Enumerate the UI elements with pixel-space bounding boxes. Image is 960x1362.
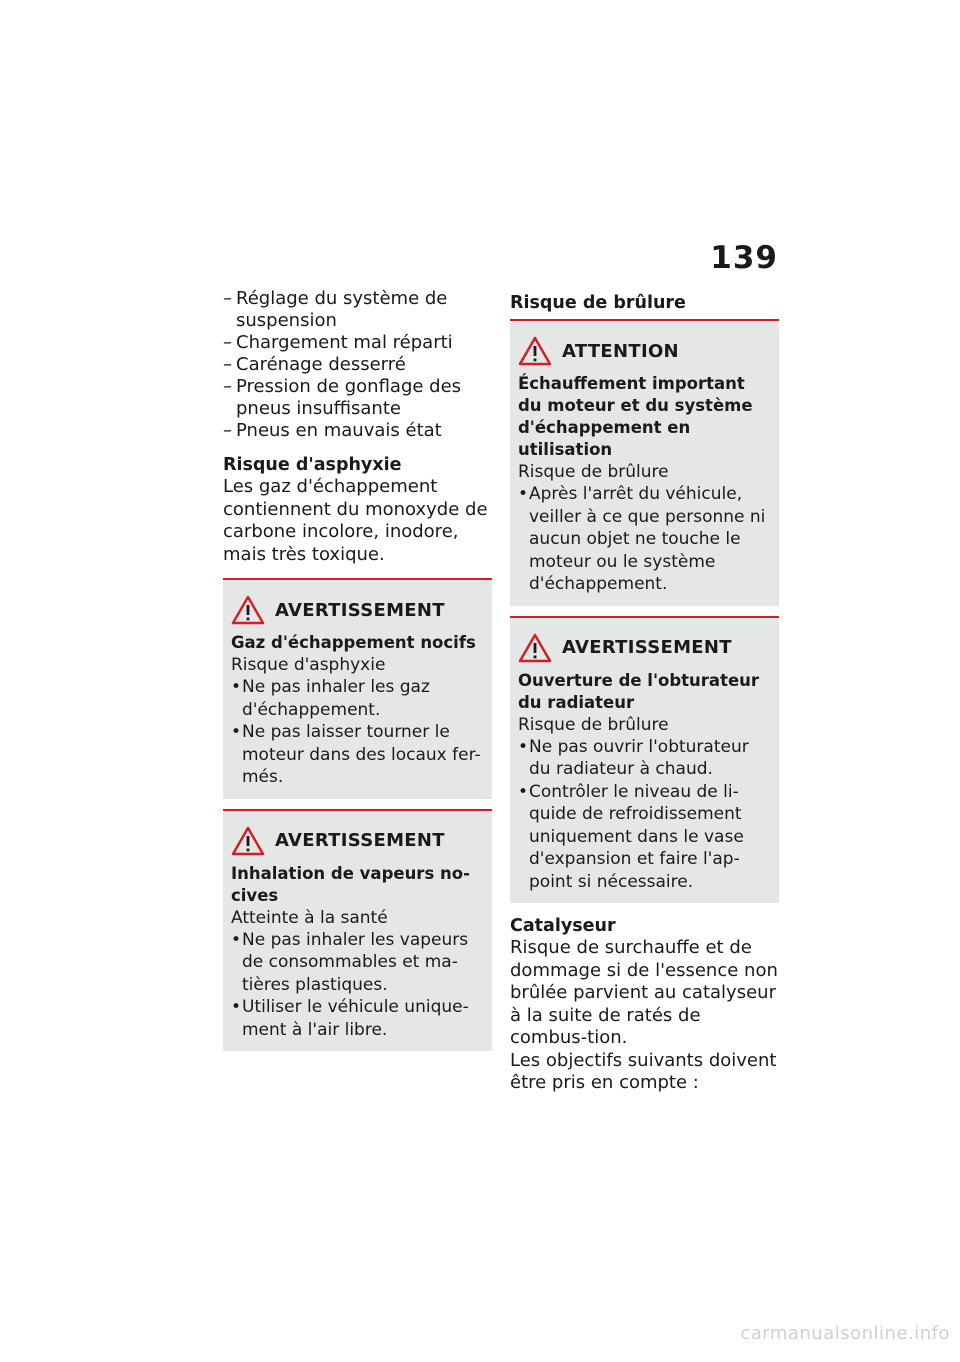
watermark-logo: carmanualsonline.info	[740, 1323, 950, 1344]
box-subtitle: Risque d'asphyxie	[231, 655, 386, 675]
box-title: Ouverture de l'obturateur du radiateur	[518, 670, 760, 712]
asphyxia-text: Les gaz d'échappement contiennent du monoxyde de carbone incolore, inodore, mais très toxique.	[223, 476, 488, 565]
list-item: – Réglage du système de suspension	[223, 288, 492, 332]
list-item: • Ne pas ouvrir l'obturateur du radiateur à chaud.	[518, 736, 772, 781]
list-item: • Ne pas inhaler les gaz d'échappement.	[231, 676, 485, 721]
list-item: • Après l'arrêt du véhicule, veiller à ce que personne ni aucun objet ne touche le moteur ou le système d'échappement.	[518, 483, 772, 596]
list-item: • Utiliser le véhicule unique-ment à l'air libre.	[231, 996, 485, 1041]
list-item: – Pneus en mauvais état	[223, 420, 492, 442]
list-item: • Ne pas laisser tourner le moteur dans des locaux fer-més.	[231, 721, 485, 789]
box-title: Gaz d'échappement nocifs	[231, 633, 476, 652]
warning-box-exhaust	[223, 578, 492, 799]
box-subtitle: Risque de brûlure	[518, 714, 669, 735]
box-label: AVERTISSEMENT	[562, 637, 732, 658]
box-title: Inhalation de vapeurs no-cives	[231, 863, 470, 905]
page-number: 139	[710, 240, 778, 276]
warning-triangle-icon	[518, 336, 552, 366]
box-header	[231, 821, 485, 861]
box-bullets	[518, 483, 772, 596]
list-item: • Ne pas inhaler les vapeurs de consommables et ma-tières plastiques.	[231, 929, 485, 997]
list-item: – Chargement mal réparti	[223, 332, 492, 354]
box-bullets	[518, 736, 772, 894]
list-item: – Carénage desserré	[223, 354, 492, 376]
box-label: AVERTISSEMENT	[275, 830, 445, 851]
box-label: AVERTISSEMENT	[275, 599, 445, 621]
burn-title: Risque de brûlure	[510, 293, 686, 313]
catalyst-title: Catalyseur	[510, 916, 616, 936]
box-subtitle: Atteinte à la santé	[231, 907, 388, 928]
box-header	[518, 331, 772, 371]
warning-triangle-icon	[231, 826, 265, 856]
box-title: Échauffement important du moteur et du système d'échappement en utilisation	[518, 374, 753, 459]
box-bullets	[231, 676, 485, 789]
box-subtitle: Risque de brûlure	[518, 462, 669, 482]
catalyst-text: Risque de surchauffe et de dommage si de l'essence non brûlée parvient au catalyseur à la suite de ratés de combus-tion.	[510, 937, 778, 1048]
warning-triangle-icon	[231, 595, 265, 625]
list-item: – Pression de gonflage des pneus insuffisante	[223, 376, 492, 420]
box-label: ATTENTION	[562, 340, 679, 362]
left-column	[223, 288, 492, 1051]
asphyxia-title: Risque d'asphyxie	[223, 455, 402, 475]
warning-box-radiator	[510, 616, 779, 904]
attention-box-heat	[510, 319, 779, 606]
catalyst-text-2: Les objectifs suivants doivent être pris en compte :	[510, 1049, 777, 1093]
right-column	[510, 288, 779, 1095]
warning-triangle-icon	[518, 633, 552, 663]
warning-box-vapors	[223, 809, 492, 1052]
box-header	[518, 628, 772, 668]
box-bullets	[231, 929, 485, 1042]
box-header	[231, 590, 485, 630]
cause-list	[223, 288, 492, 442]
list-item: • Contrôler le niveau de li-quide de refroidissement uniquement dans le vase d'expansion et faire l'ap-point si nécessaire.	[518, 781, 772, 894]
